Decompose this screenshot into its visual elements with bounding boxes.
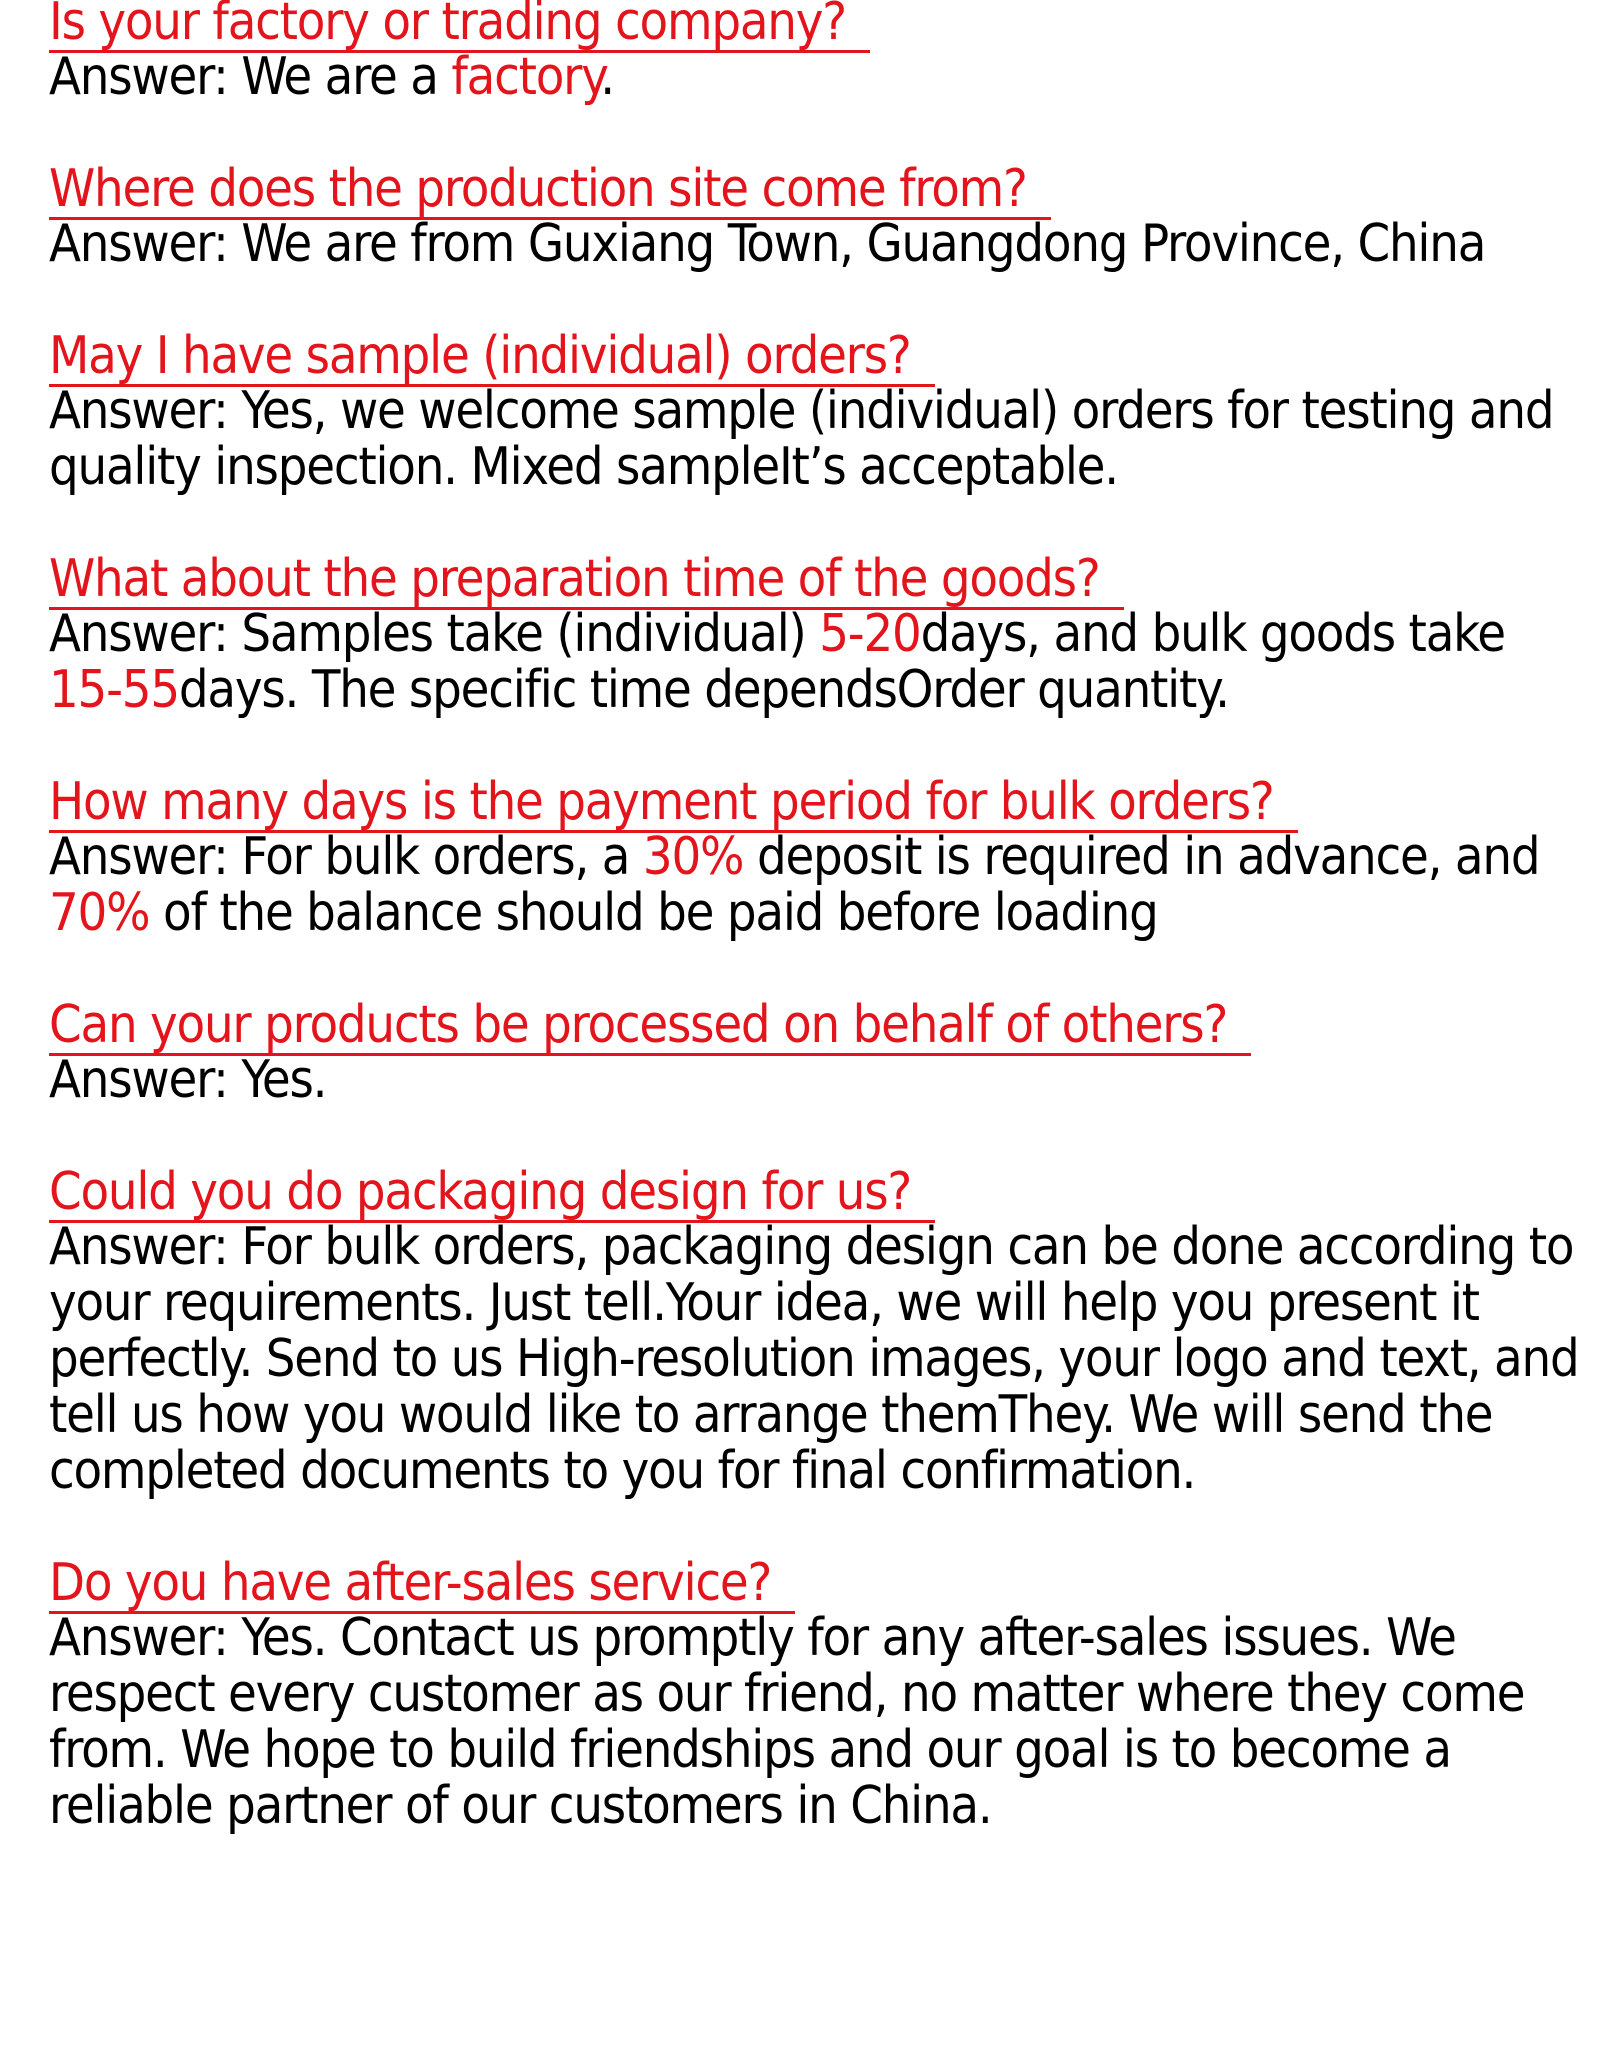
faq-question: Do you have after-sales service? xyxy=(49,1555,795,1614)
faq-answer: Answer: Yes, we welcome sample (individual) orders for testing and quality inspection. Mixed sampleIt’s acceptable. xyxy=(49,381,1554,497)
faq-question: Could you do packaging design for us? xyxy=(49,1164,935,1223)
answer-highlight: 30% xyxy=(642,827,744,887)
faq-item-oem xyxy=(49,997,1589,1108)
faq-answer: Answer: Yes. xyxy=(49,1050,327,1110)
faq-item-sample-orders xyxy=(49,328,1589,495)
faq-item-packaging-design xyxy=(49,1164,1589,1499)
faq-question: Is your factory or trading company? xyxy=(49,0,870,53)
faq-question: Where does the production site come from? xyxy=(49,161,1051,220)
faq-item-after-sales xyxy=(49,1555,1589,1834)
faq-item-preparation-time xyxy=(49,551,1589,718)
faq-item-factory xyxy=(49,0,1589,105)
faq-answer: Answer: For bulk orders, packaging design can be done according to your requirements. Just tell.Your idea, we will help you present it perfectly. Send to us High-resolution images, your logo and text, and tell us how you would like to arrange themThey. We will send the completed documents to you for final confirmation. xyxy=(49,1217,1579,1501)
answer-highlight: 5-20 xyxy=(819,604,921,664)
faq-answer: Answer: Yes. Contact us promptly for any after-sales issues. We respect every customer as our friend, no matter where they come from. We hope to build friendships and our goal is to become a reliable partner of our customers in China. xyxy=(49,1608,1525,1836)
faq-answer: Answer: We are a factory. xyxy=(49,47,614,107)
answer-highlight: 70% xyxy=(49,883,150,943)
faq-question: May I have sample (individual) orders? xyxy=(49,328,935,387)
faq-question: What about the preparation time of the goods? xyxy=(49,551,1124,610)
answer-highlight: factory xyxy=(451,47,601,107)
faq-list xyxy=(49,0,1589,1834)
faq-question: How many days is the payment period for bulk orders? xyxy=(49,774,1298,833)
faq-answer: Answer: We are from Guxiang Town, Guangdong Province, China xyxy=(49,214,1486,274)
faq-answer: Answer: Samples take (individual) 5-20days, and bulk goods take 15-55days. The specific time dependsOrder quantity. xyxy=(49,604,1505,720)
answer-highlight: 15-55 xyxy=(49,660,179,720)
faq-answer: Answer: For bulk orders, a 30% deposit is required in advance, and 70% of the balance should be paid before loading xyxy=(49,827,1540,943)
faq-item-production-site xyxy=(49,161,1589,272)
faq-item-payment-period xyxy=(49,774,1589,941)
faq-question: Can your products be processed on behalf of others? xyxy=(49,997,1251,1056)
